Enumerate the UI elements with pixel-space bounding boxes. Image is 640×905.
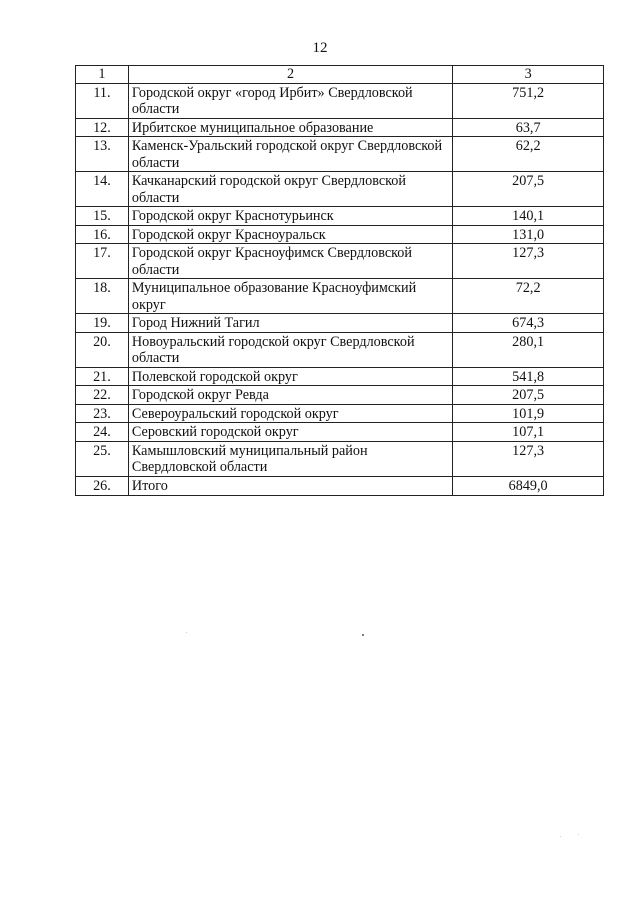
- amount-value: 107,1: [453, 423, 604, 442]
- scan-speck: [362, 634, 364, 636]
- data-table: [75, 65, 604, 496]
- municipality-name: Городской округ Красноуральск: [128, 225, 452, 244]
- table-header-row: [76, 66, 604, 84]
- row-number: 12.: [76, 118, 129, 137]
- row-number: 14.: [76, 172, 129, 207]
- municipality-name: Серовский городской округ: [128, 423, 452, 442]
- table-row: [76, 314, 604, 333]
- municipality-name: Муниципальное образование Красноуфимский округ: [128, 279, 452, 314]
- municipality-name: Полевской городской округ: [128, 367, 452, 386]
- total-label: Итого: [128, 476, 452, 496]
- row-number: 17.: [76, 244, 129, 279]
- table-row: [76, 441, 604, 476]
- table-row: [76, 244, 604, 279]
- row-number: 22.: [76, 386, 129, 405]
- amount-value: 674,3: [453, 314, 604, 333]
- total-row: [76, 476, 604, 496]
- row-number: 26.: [76, 476, 129, 496]
- amount-value: 751,2: [453, 83, 604, 118]
- amount-value: 280,1: [453, 332, 604, 367]
- amount-value: 207,5: [453, 172, 604, 207]
- row-number: 23.: [76, 404, 129, 423]
- municipality-name: Новоуральский городской округ Свердловской области: [128, 332, 452, 367]
- table-row: [76, 423, 604, 442]
- municipality-name: Городской округ «город Ирбит» Свердловской области: [128, 83, 452, 118]
- table-row: [76, 83, 604, 118]
- row-number: 15.: [76, 207, 129, 226]
- municipality-name: Качканарский городской округ Свердловской области: [128, 172, 452, 207]
- table-row: [76, 404, 604, 423]
- amount-value: 101,9: [453, 404, 604, 423]
- municipality-name: Камышловский муниципальный район Свердловской области: [128, 441, 452, 476]
- municipality-name: Городской округ Ревда: [128, 386, 452, 405]
- municipality-name: Городской округ Красноуфимск Свердловской области: [128, 244, 452, 279]
- municipality-name: Город Нижний Тагил: [128, 314, 452, 333]
- municipality-name: Ирбитское муниципальное образование: [128, 118, 452, 137]
- row-number: 11.: [76, 83, 129, 118]
- column-header-2: 2: [128, 66, 452, 84]
- table-row: [76, 279, 604, 314]
- amount-value: 63,7: [453, 118, 604, 137]
- row-number: 25.: [76, 441, 129, 476]
- total-value: 6849,0: [453, 476, 604, 496]
- scan-speck: [560, 836, 561, 837]
- municipality-name: Североуральский городской округ: [128, 404, 452, 423]
- row-number: 16.: [76, 225, 129, 244]
- row-number: 21.: [76, 367, 129, 386]
- amount-value: 127,3: [453, 244, 604, 279]
- scan-speck: [186, 632, 187, 633]
- municipality-name: Каменск-Уральский городской округ Свердловской области: [128, 137, 452, 172]
- table-row: [76, 386, 604, 405]
- table-row: [76, 118, 604, 137]
- row-number: 18.: [76, 279, 129, 314]
- amount-value: 207,5: [453, 386, 604, 405]
- table-row: [76, 367, 604, 386]
- table-row: [76, 137, 604, 172]
- column-header-3: 3: [453, 66, 604, 84]
- column-header-1: 1: [76, 66, 129, 84]
- amount-value: 140,1: [453, 207, 604, 226]
- row-number: 19.: [76, 314, 129, 333]
- amount-value: 131,0: [453, 225, 604, 244]
- municipality-name: Городской округ Краснотурьинск: [128, 207, 452, 226]
- page-number: 12: [312, 40, 328, 56]
- row-number: 20.: [76, 332, 129, 367]
- amount-value: 62,2: [453, 137, 604, 172]
- table-row: [76, 332, 604, 367]
- amount-value: 541,8: [453, 367, 604, 386]
- scan-speck: [578, 834, 579, 835]
- table-row: [76, 172, 604, 207]
- amount-value: 127,3: [453, 441, 604, 476]
- row-number: 13.: [76, 137, 129, 172]
- table-row: [76, 225, 604, 244]
- table-row: [76, 207, 604, 226]
- row-number: 24.: [76, 423, 129, 442]
- amount-value: 72,2: [453, 279, 604, 314]
